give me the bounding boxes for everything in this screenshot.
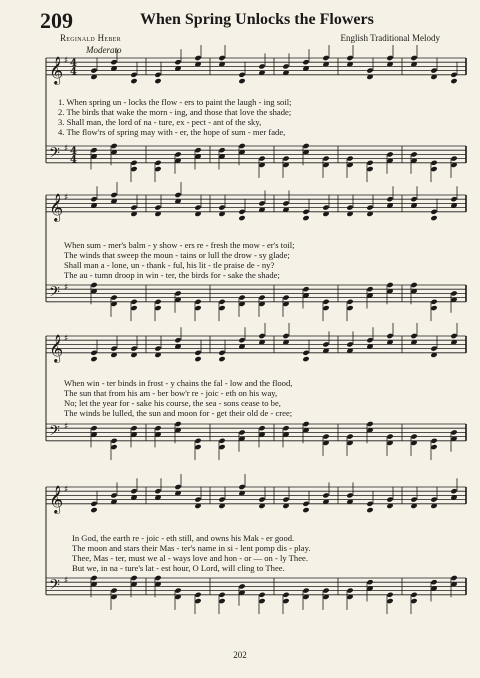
note-head [194,444,201,450]
note-head [282,200,289,206]
note-head [450,575,457,581]
note-head [218,438,225,444]
note-head [218,496,225,502]
note-head [90,147,97,153]
lyric-line: The winds that sweep the moun - tains or lull the drow - sy glade; [64,250,290,260]
note-head [346,587,353,593]
note-head [386,433,393,439]
time-signature: 4 [70,154,77,166]
note-head [130,345,137,351]
note-head [282,63,289,69]
note-head [218,444,225,450]
note-head [430,345,437,351]
note-head [110,345,117,351]
note-head [302,350,309,356]
note-head [110,587,117,593]
note-head [450,488,457,494]
note-head [302,507,309,513]
tune-source: English Traditional Melody [340,33,440,43]
note-head [410,282,417,288]
lyric-line: Thee, Mas - ter, must we al - ways love and hon - or — on - ly Thee. [72,553,309,563]
note-head [174,192,181,198]
note-head [218,55,225,61]
note-head [386,333,393,339]
lyric-line: But we, in na - ture's lat - est hour, O Lord, will cling to Thee. [72,563,285,573]
sharp-icon: ♯ [64,576,69,586]
note-head [386,496,393,502]
lyric-line: When sum - mer's balm - y show - ers re - fresh the mow - er's toil; [64,240,295,250]
note-head [174,59,181,65]
note-head [238,429,245,435]
note-head [430,305,437,311]
note-head [90,350,97,356]
note-head [218,592,225,598]
note-head [130,72,137,78]
note-head [130,488,137,494]
note-head [194,598,201,604]
note-head [238,72,245,78]
note-head [366,160,373,166]
note-head [154,72,161,78]
note-head [110,143,117,149]
note-head [322,433,329,439]
note-head [450,290,457,296]
lyric-line: The au - tumn droop in win - ter, the birds for - sake the shade; [64,270,280,280]
note-head [282,496,289,502]
note-head [386,598,393,604]
note-head [238,583,245,589]
note-head [90,356,97,362]
note-head [174,484,181,490]
lyric-line: When win - ter binds in frost - y chains the fal - low and the flood, [64,378,293,388]
note-head [430,166,437,172]
note-head [90,575,97,581]
lyric-line: The winds be lulled, the sun and moon for - get their old de - cree; [64,408,293,418]
note-head [194,299,201,305]
note-head [154,345,161,351]
note-head [302,209,309,215]
note-head [218,305,225,311]
note-head [238,484,245,490]
note-head [218,204,225,210]
note-head [110,59,117,65]
note-head [302,356,309,362]
note-head [366,166,373,172]
note-head [238,294,245,300]
note-head [238,209,245,215]
hymn-author: Reginald Heber [60,33,121,43]
note-head [450,155,457,161]
note-head [154,305,161,311]
note-head [346,492,353,498]
note-head [346,155,353,161]
note-head [90,196,97,202]
note-head [154,575,161,581]
note-head [90,501,97,507]
note-head [450,196,457,202]
bass-clef-icon: 𝄢 [49,283,60,304]
note-head [194,350,201,356]
page-number: 202 [233,650,247,660]
note-head [302,286,309,292]
note-head [302,59,309,65]
note-head [282,294,289,300]
note-head [258,598,265,604]
note-head [110,438,117,444]
note-head [322,341,329,347]
note-head [238,78,245,84]
treble-clef-icon: 𝄞 [49,333,64,362]
note-head [110,444,117,450]
note-head [430,579,437,585]
note-head [110,192,117,198]
note-head [174,337,181,343]
note-head [430,444,437,450]
note-head [154,425,161,431]
note-head [238,143,245,149]
lyric-line: 1. When spring un - locks the flow - ers to paint the laugh - ing soil; [58,97,292,107]
note-head [366,501,373,507]
note-head [258,333,265,339]
note-head [282,598,289,604]
note-head [410,598,417,604]
note-head [282,592,289,598]
note-head [366,67,373,73]
note-head [218,598,225,604]
note-head [174,151,181,157]
note-head [258,294,265,300]
note-head [238,215,245,221]
lyric-line: 4. The flow'rs of spring may with - er, the hope of sum - mer fade, [58,127,286,137]
sharp-icon: ♯ [64,422,69,432]
note-head [386,592,393,598]
note-head [430,496,437,502]
note-head [302,421,309,427]
note-head [154,299,161,305]
note-head [410,496,417,502]
note-head [90,507,97,513]
note-head [322,492,329,498]
note-head [174,290,181,296]
note-head [410,592,417,598]
note-head [218,356,225,362]
note-head [302,501,309,507]
note-head [194,204,201,210]
note-head [450,78,457,84]
treble-clef-icon: 𝄞 [49,484,64,513]
note-head [154,160,161,166]
note-head [322,299,329,305]
time-signature: 4 [70,66,77,78]
note-head [90,425,97,431]
note-head [110,492,117,498]
note-head [366,421,373,427]
note-head [154,78,161,84]
note-head [322,55,329,61]
note-head [366,507,373,513]
note-head [194,147,201,153]
note-head [194,356,201,362]
note-head [130,78,137,84]
note-head [430,209,437,215]
note-head [410,196,417,202]
note-head [130,160,137,166]
note-head [302,587,309,593]
note-head [218,299,225,305]
sharp-icon: ♯ [64,485,69,495]
note-head [346,433,353,439]
treble-clef-icon: 𝄞 [49,55,64,84]
note-head [322,155,329,161]
sharp-icon: ♯ [64,193,69,203]
note-head [154,488,161,494]
note-head [218,350,225,356]
note-head [410,333,417,339]
note-head [366,204,373,210]
lyric-line: No; let the year for - sake his course, the sea - sons cease to be, [64,398,281,408]
note-head [366,286,373,292]
bass-clef-icon: 𝄢 [49,144,60,165]
note-head [218,147,225,153]
note-head [346,305,353,311]
note-head [194,55,201,61]
note-head [430,299,437,305]
note-head [430,438,437,444]
note-head [450,72,457,78]
note-head [258,200,265,206]
note-head [386,282,393,288]
sharp-icon: ♯ [64,56,69,66]
note-head [386,196,393,202]
lyric-line: The moon and stars their Mas - ter's name in si - lent pomp dis - play. [72,543,311,553]
note-head [238,337,245,343]
note-head [410,151,417,157]
note-head [194,438,201,444]
note-head [346,204,353,210]
note-head [258,425,265,431]
note-head [302,215,309,221]
note-head [258,63,265,69]
note-head [410,433,417,439]
note-head [282,155,289,161]
lyric-line: The sun that from his am - ber bow'r re - joic - eth on his way, [64,388,278,398]
sharp-icon: ♯ [64,283,69,293]
note-head [430,215,437,221]
note-head [130,425,137,431]
time-signature: 4 [70,146,77,157]
note-head [346,55,353,61]
note-head [366,337,373,343]
note-head [154,204,161,210]
note-head [90,67,97,73]
tempo-marking: Moderato [86,45,122,55]
note-head [322,587,329,593]
note-head [322,204,329,210]
note-head [450,333,457,339]
sharp-icon: ♯ [64,334,69,344]
note-head [194,305,201,311]
note-head [322,305,329,311]
hymn-number: 209 [40,8,73,33]
note-head [90,282,97,288]
lyric-line: 2. The birds that wake the morn - ing, and those that love the shade; [58,107,292,117]
lyric-line: In God, the earth re - joic - eth still, and owns his Mak - er good. [72,533,295,543]
note-head [450,429,457,435]
note-head [130,299,137,305]
note-head [366,579,373,585]
time-signature: 4 [70,58,77,69]
note-head [130,166,137,172]
hymn-title: When Spring Unlocks the Flowers [140,11,374,28]
note-head [130,305,137,311]
lyric-line: Shall man a - lone, un - thank - ful, his lit - tle praise de - ny? [64,260,275,270]
bass-clef-icon: 𝄢 [49,422,60,443]
note-head [410,55,417,61]
note-head [302,143,309,149]
note-head [258,496,265,502]
note-head [194,592,201,598]
note-head [386,55,393,61]
note-head [282,425,289,431]
note-head [110,294,117,300]
note-head [386,151,393,157]
note-head [174,587,181,593]
note-head [258,592,265,598]
sharp-icon: ♯ [64,144,69,154]
note-head [174,421,181,427]
lyric-line: 3. Shall man, the lord of na - ture, ex - pect - ant of the sky, [58,117,262,127]
note-head [346,341,353,347]
note-head [258,155,265,161]
note-head [130,204,137,210]
note-head [282,333,289,339]
note-head [130,575,137,581]
note-head [154,166,161,172]
bass-clef-icon: 𝄢 [49,576,60,597]
note-head [430,67,437,73]
treble-clef-icon: 𝄞 [49,192,64,221]
note-head [346,299,353,305]
note-head [194,496,201,502]
note-head [430,160,437,166]
